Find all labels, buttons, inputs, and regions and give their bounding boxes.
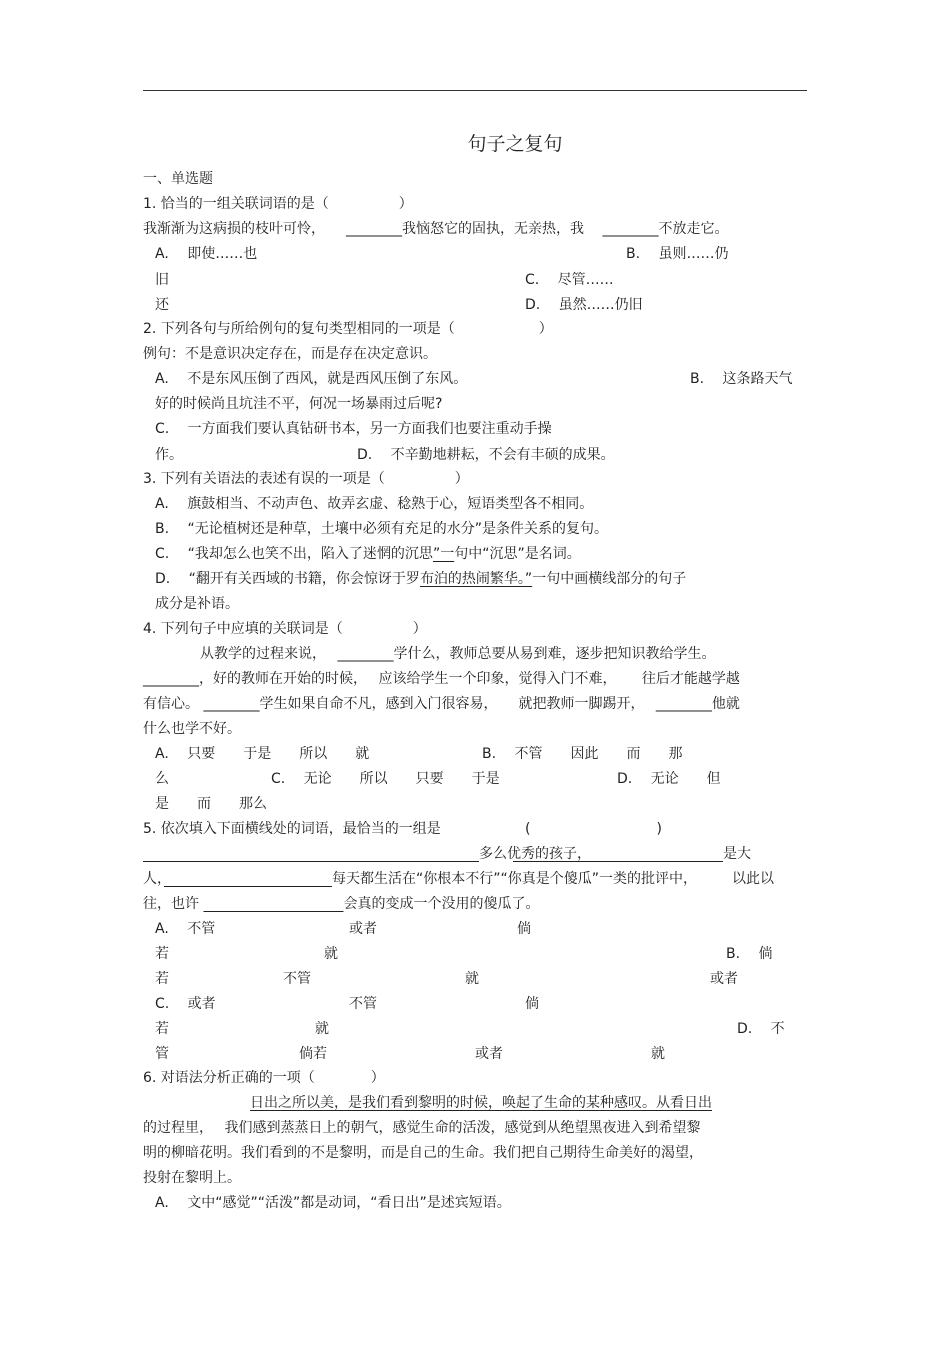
q5-blank-1	[143, 846, 479, 862]
q3-option-b: B. “无论植树还是种草，土壤中必须有充足的水分”是条件关系的复句。	[155, 521, 609, 537]
q5-option-b: B. 倘	[726, 946, 773, 962]
q5-blank-3	[164, 871, 332, 887]
q5-stem-paren: ( )	[525, 821, 662, 837]
q5-option-a-word-3-cont: 若	[155, 946, 169, 962]
q5-option-a-word-2: 或者	[349, 921, 377, 937]
q5-line-3-text: 会真的变成一个没用的傻瓜了。	[343, 896, 540, 912]
q3-stem: 3. 下列有关语法的表述有误的一项是（ ）	[143, 471, 469, 487]
q3-option-d-underlined: 布泊的热闹繁华。”	[419, 571, 533, 587]
q3-option-a: A. 旗鼓相当、不动声色、故弄玄虚、稔熟于心，短语类型各不相同。	[155, 496, 594, 512]
q6-stem: 6. 对语法分析正确的一项（ ）	[143, 1070, 385, 1086]
q5-line-3	[143, 895, 539, 913]
q5-option-a: A. 不管	[155, 921, 216, 937]
q6-option-a: A. 文中“感觉”“活泼”都是动词，“看日出”是述宾短语。	[155, 1195, 511, 1211]
q3-option-c-text: C. “我却怎么也笑不出，陷入了迷惘的沉思	[155, 546, 433, 562]
q4-option-d-cont: 是 而 那么	[155, 796, 267, 812]
q5-blank-2	[513, 846, 723, 862]
q6-passage-line-3: 明的柳暗花明。我们看到的不是黎明，而是自己的生命。我们把自己期待生命美好的渴望，	[143, 1145, 703, 1161]
q5-option-a-word-4: 就	[324, 946, 338, 962]
q5-blank-4	[203, 896, 343, 912]
q3-option-d-cont: 成分是补语。	[155, 596, 239, 612]
q5-option-d-word-1-cont: 管	[155, 1046, 169, 1062]
q5-option-a-word-3: 倘	[517, 921, 531, 937]
q2-option-d: D. 不辛勤地耕耘，不会有丰硕的成果。	[357, 447, 615, 463]
q4-passage-line-3: 有信心。 ________学生如果自命不凡，感到入门很容易， 就把教师一脚踢开， ________他就	[143, 696, 740, 712]
q5-option-c-word-3-cont: 若	[155, 1021, 169, 1037]
q5-option-b-word-2: 不管	[283, 971, 311, 987]
q1-option-c-cont: 还	[155, 297, 169, 313]
q4-option-d: D. 无论 但	[617, 771, 721, 787]
q5-option-d: D. 不	[737, 1021, 785, 1037]
section-heading: 一、单选题	[143, 171, 213, 187]
q4-stem: 4. 下列句子中应填的关联词是（ ）	[143, 621, 427, 637]
q5-line-2-start: 人，	[143, 871, 164, 887]
q4-option-b: B. 不管 因此 而 那	[482, 746, 683, 762]
q4-option-c: C. 无论 所以 只要 于是	[271, 771, 500, 787]
q5-option-b-word-4: 或者	[710, 971, 738, 987]
q5-line-2	[143, 870, 774, 888]
q6-passage-underlined: 日出之所以美，是我们看到黎明的时候，唤起了生命的某种感叹。从看日出	[250, 1095, 712, 1111]
q5-line-2-text: 每天都生活在“你根本不行”“你真是个傻瓜”一类的批评中， 以此以	[332, 871, 775, 887]
q4-passage-line-4: 什么也学不好。	[143, 721, 241, 737]
q2-stem: 2. 下列各句与所给例句的复句类型相同的一项是（ ）	[143, 321, 553, 337]
q5-stem: 5. 依次填入下面横线处的词语，最恰当的一组是	[143, 821, 441, 837]
q5-option-b-word-1-cont: 若	[155, 971, 169, 987]
q5-option-c-word-2: 不管	[349, 996, 377, 1012]
q5-option-c: C. 或者	[155, 996, 216, 1012]
q3-option-d-text: D. “翻开有关西域的书籍，你会惊讶于罗	[155, 571, 420, 587]
q4-option-a: A. 只要 于是 所以 就	[155, 746, 370, 762]
q1-option-d: D. 虽然……仍旧	[525, 297, 643, 313]
q1-text: 我渐渐为这病损的枝叶可怜， ________我恼怒它的固执，无亲热，我 ________不放走它。	[143, 221, 729, 237]
q2-option-c: C. 一方面我们要认真钻研书本，另一方面我们也要注重动手操	[155, 421, 552, 437]
q2-example: 例句：不是意识决定存在，而是存在决定意识。	[143, 346, 437, 362]
q5-option-b-word-3: 就	[465, 971, 479, 987]
q3-option-d-text-2: 一句中画横线部分的句子	[532, 571, 687, 587]
q4-passage-line-1: 从教学的过程来说， ________学什么，教师总要从易到难，逐步把知识教给学生。	[200, 646, 716, 662]
q5-option-d-word-3: 或者	[475, 1046, 503, 1062]
q2-option-b: B. 这条路天气	[690, 371, 793, 387]
q3-option-c	[155, 545, 581, 563]
q5-option-c-word-3: 倘	[525, 996, 539, 1012]
q6-passage-line-2: 的过程里， 我们感到蒸蒸日上的朝气，感觉生命的活泼，感觉到从绝望黑夜进入到希望黎	[143, 1120, 701, 1136]
q6-passage-line-4: 投射在黎明上。	[143, 1170, 241, 1186]
q1-stem: 1. 恰当的一组关联词语的是（ ）	[143, 196, 413, 212]
q3-option-d	[155, 570, 686, 588]
q3-option-c-underlined: ”一	[432, 546, 455, 562]
q2-option-b-cont: 好的时候尚且坑洼不平，何况一场暴雨过后呢?	[155, 396, 443, 412]
q2-option-c-cont: 作。	[155, 447, 183, 463]
header-rule	[143, 90, 807, 91]
q4-option-b-cont: 么	[155, 771, 169, 787]
q1-option-b: B. 虽则……仍	[626, 246, 729, 262]
q5-line-1-text: 多么优秀的孩子，	[479, 846, 591, 862]
q5-line-3-start: 往，也许	[143, 896, 204, 912]
page-title: 句子之复句	[467, 133, 563, 155]
q3-option-c-text-2: 句中“沉思”是名词。	[454, 546, 581, 562]
q2-option-a: A. 不是东风压倒了西风，就是西风压倒了东风。	[155, 371, 468, 387]
q5-line-1-end	[513, 845, 751, 863]
q5-line-1-end-text: 是大	[723, 846, 751, 862]
q5-option-c-word-4: 就	[315, 1021, 329, 1037]
q1-option-c: C. 尽管……	[525, 272, 614, 288]
q1-option-b-cont: 旧	[155, 272, 169, 288]
q5-option-d-word-2: 倘若	[299, 1046, 327, 1062]
q5-option-d-word-4: 就	[651, 1046, 665, 1062]
q1-option-a: A. 即使……也	[155, 246, 258, 262]
q4-passage-line-2: ________，好的教师在开始的时候， 应该给学生一个印象，觉得入门不难， 往后才能越学越	[143, 671, 740, 687]
